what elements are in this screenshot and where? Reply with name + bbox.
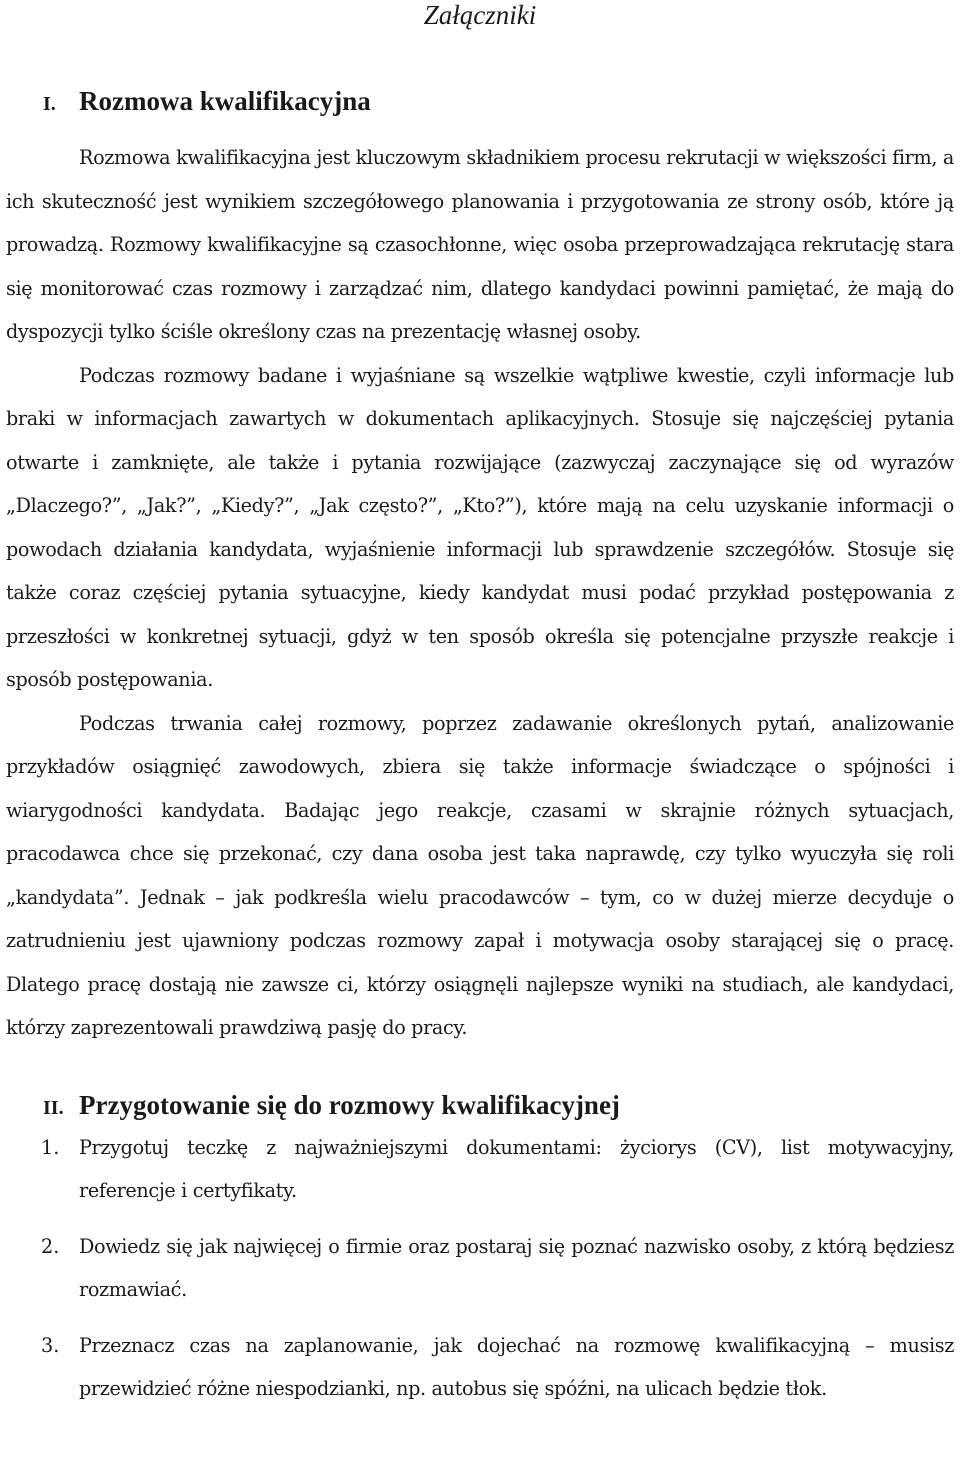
numbered-list	[6, 1126, 954, 1411]
section-heading-1	[6, 86, 954, 117]
list-item-number: 3.	[41, 1333, 60, 1357]
list-item	[6, 1324, 954, 1411]
list-item-text: Przygotuj teczkę z najważniejszymi dokumentami: życiorys (CV), list motywacyjny, referencje i certyfikaty.	[79, 1135, 954, 1202]
list-item	[6, 1225, 954, 1312]
document-title: Załączniki	[423, 0, 537, 30]
list-item-number: 2.	[41, 1234, 60, 1258]
section-title: Przygotowanie się do rozmowy kwalifikacyjnej	[79, 1089, 620, 1120]
section-heading-2	[6, 1090, 954, 1121]
paragraph: Podczas trwania całej rozmowy, poprzez zadawanie określonych pytań, analizowanie przykładów osiągnięć zawodowych, zbiera się także informacje świadczące o spójności i wiarygodności kandydata. Badając jego reakcje, czasami w skrajnie różnych sytuacjach, pracodawca chce się przekonać, czy dana osoba jest taka naprawdę, czy tylko wyuczyła się roli „kandydata”. Jednak – jak podkreśla wielu pracodawców – tym, co w dużej mierze decyduje o zatrudnieniu jest ujawniony podczas rozmowy zapał i motywacja osoby starającej się o pracę. Dlatego pracę dostają nie zawsze ci, którzy osiągnęli najlepsze wyniki na studiach, ale kandydaci, którzy zaprezentowali prawdziwą pasję do pracy.	[6, 711, 954, 1039]
list-item-text: Dowiedz się jak najwięcej o firmie oraz postaraj się poznać nazwisko osoby, z którą będziesz rozmawiać.	[79, 1234, 954, 1301]
section-number: II.	[43, 1096, 64, 1119]
section-number: I.	[43, 93, 56, 115]
document-page	[6, 0, 954, 1411]
paragraph: Rozmowa kwalifikacyjna jest kluczowym składnikiem procesu rekrutacji w większości firm, a ich skuteczność jest wynikiem szczegółowego planowania i przygotowania ze strony osób, które ją prowadzą. Rozmowy kwalifikacyjne są czasochłonne, więc osoba przeprowadzająca rekrutację stara się monitorować czas rozmowy i zarządzać nim, dlatego kandydaci powinni pamiętać, że mają do dyspozycji tylko ściśle określony czas na prezentację własnej osoby.	[6, 146, 954, 343]
list-item-text: Przeznacz czas na zaplanowanie, jak dojechać na rozmowę kwalifikacyjną – musisz przewidzieć różne niespodzianki, np. autobus się spóźni, na ulicach będzie tłok.	[79, 1333, 954, 1400]
list-item	[6, 1126, 954, 1213]
list-item-number: 1.	[41, 1135, 60, 1159]
section-title: Rozmowa kwalifikacyjna	[79, 86, 371, 116]
paragraph: Podczas rozmowy badane i wyjaśniane są wszelkie wątpliwe kwestie, czyli informacje lub braki w informacjach zawartych w dokumentach aplikacyjnych. Stosuje się najczęściej pytania otwarte i zamknięte, ale także i pytania rozwijające (zazwyczaj zaczynające się od wyrazów „Dlaczego?”, „Jak?”, „Kiedy?”, „Jak często?”, „Kto?”), które mają na celu uzyskanie informacji o powodach działania kandydata, wyjaśnienie informacji lub sprawdzenie szczegółów. Stosuje się także coraz częściej pytania sytuacyjne, kiedy kandydat musi podać przykład postępowania z przeszłości w konkretnej sytuacji, gdyż w ten sposób określa się potencjalne przyszłe reakcje i sposób postępowania.	[6, 363, 954, 691]
